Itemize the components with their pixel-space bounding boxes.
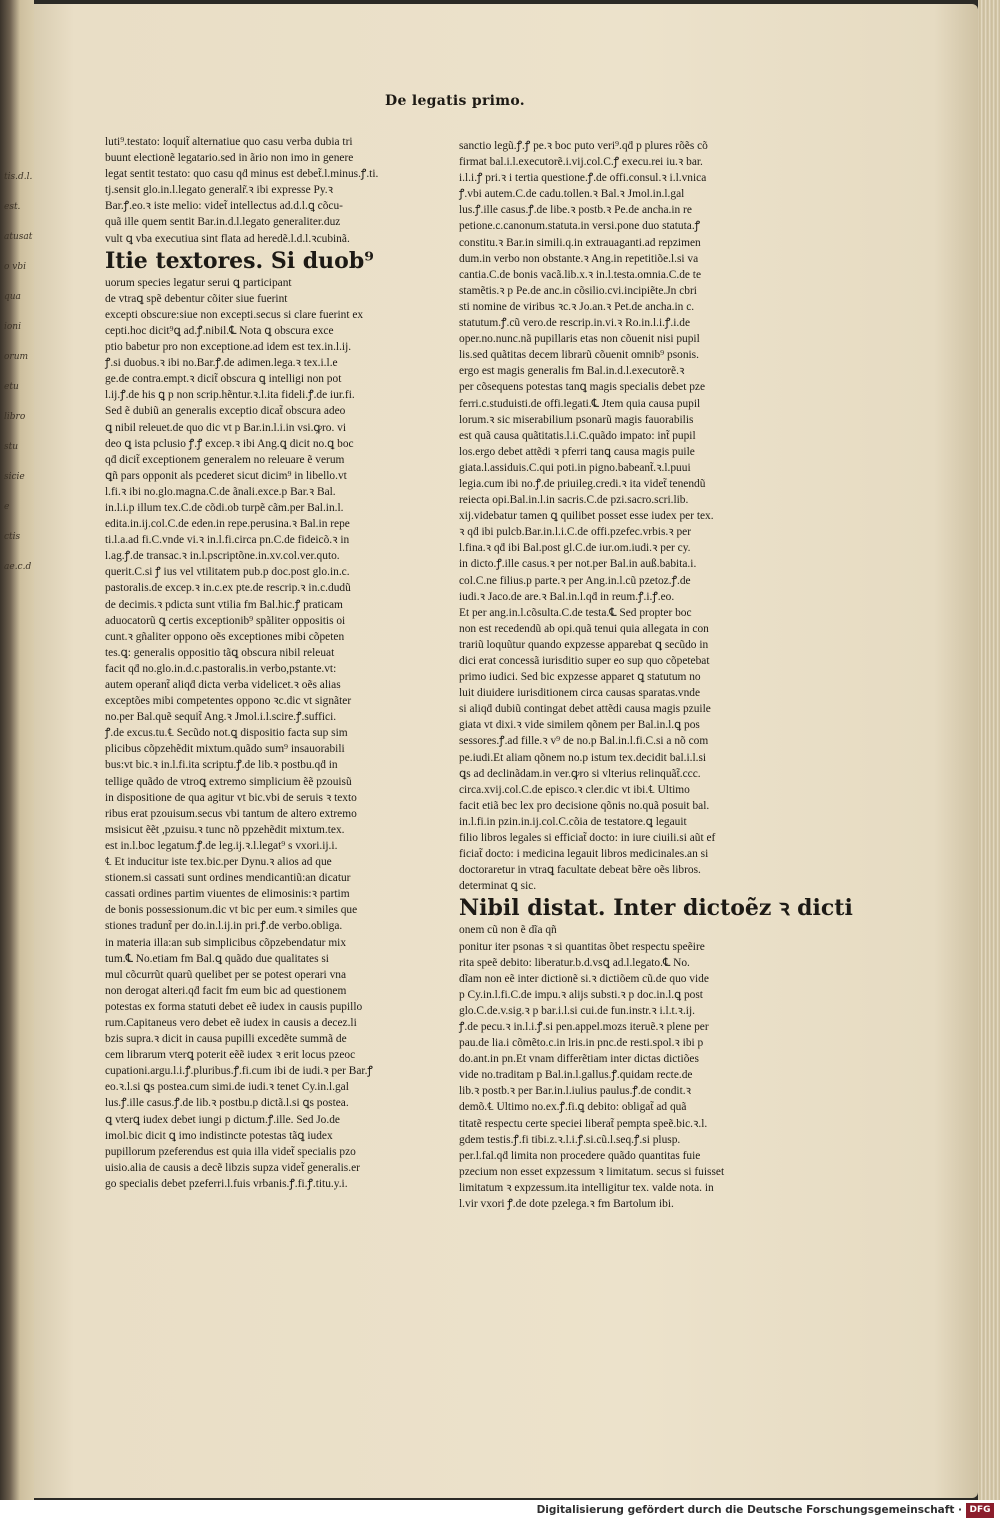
text-line: ge.de contra.empt.ꝛ dicit̃ obscura ꝗ intelligi non pot: [105, 373, 342, 386]
text-line: exceptões mibi competentes oppono ꝛc.dic vt signãter: [105, 695, 352, 708]
text-line: ꝭ.vbi autem.C.de cadu.tollen.ꝛ Bal.ꝛ Jmol.in.l.gal: [459, 188, 685, 201]
facing-page-fragment: tis.d.l.: [4, 172, 33, 182]
facing-page-fragment: ae.c.d: [4, 562, 32, 572]
text-line: demõ.℄ Ultimo no.ex.ꝭ.fi.ꝗ debito: obligat̃ ad quã: [459, 1101, 687, 1114]
text-line: l.ag.ꝭ.de transac.ꝛ in.l.pscriptõne.in.xv.col.ver.quto.: [105, 550, 340, 563]
text-line: facit qḋ no.glo.in.d.c.pastoralis.in verbo,pstante.vt:: [105, 662, 337, 675]
text-line: trariũ loquũtur quando expzesse apparebat ꝗ secũdo in: [459, 638, 709, 651]
facing-page-fragment: atusat: [4, 232, 33, 242]
text-line: per cõsequens potestas tanꝗ magis specialis debet pze: [459, 381, 706, 394]
text-line: Sed ẽ dubiũ an generalis exceptio dicat̃ obscura adeo: [105, 405, 346, 418]
text-line: ꝭ.de pecu.ꝛ in.l.i.ꝭ.si pen.appel.mozs iteruẽ.ꝛ plene per: [459, 1020, 709, 1033]
text-line: statutum.ꝭ.cũ vero.de rescrip.in.vi.ꝛ Ro.in.l.i.ꝭ.i.de: [459, 317, 690, 330]
text-line: p Cy.in.l.fi.C.de impu.ꝛ alijs substi.ꝛ p doc.in.l.ꝗ post: [459, 988, 703, 1001]
text-line: buunt electionẽ legatario.sed in ãrio non imo in genere: [105, 152, 354, 165]
text-line: per.l.fal.qḋ limita non procedere quãdo quantitas fuie: [459, 1149, 701, 1162]
text-line: cassati ordines partim viuentes de elimosinis:ꝛ partim: [105, 888, 350, 901]
text-line: doctoraretur in vtraꝗ facultate debeat bẽre oẽs libros.: [459, 864, 701, 877]
text-line: cantia.C.de bonis vacã.lib.x.ꝛ in.l.testa.omnia.C.de te: [459, 268, 702, 281]
text-line: gdem testis.ꝭ.fi tibi.z.ꝛ.l.i.ꝭ.si.cũ.l.seq.ꝭ.si plusp.: [459, 1133, 681, 1146]
facing-page-fragment: est.: [4, 202, 21, 212]
text-line: de bonis possessionum.dic vt bic per eum.ꝛ similes que: [105, 904, 358, 917]
text-line: quã ille quem sentit Bar.in.d.l.legato generaliter.duz: [105, 216, 341, 229]
text-line: potestas ex forma statuti debet eẽ iudex in causis pupillo: [105, 1000, 363, 1013]
text-line: dum.in verbo non obstante.ꝛ Ang.in repetitiõe.l.si va: [459, 252, 699, 265]
text-line: pastoralis.de excep.ꝛ in.c.ex pte.de rescrip.ꝛ in.c.dudũ: [105, 582, 351, 595]
text-line: xij.videbatur tamen ꝗ quilibet posset esse iudex per tex.: [459, 510, 714, 523]
section-heading-line: Itie textores. Si duob⁹: [105, 247, 374, 274]
text-line: firmat bal.i.l.executorẽ.i.vij.col.C.ꝭ execu.rei iu.ꝛ bar.: [459, 156, 703, 169]
text-line: reiecta opi.Bal.in.l.in sacris.C.de pzi.sacro.scri.lib.: [459, 494, 689, 507]
text-line: vide no.traditam p Bal.in.l.gallus.ꝭ.quidam recte.de: [459, 1069, 693, 1082]
text-line: l.fina.ꝛ qḋ ibi Bal.post gl.C.de iur.om.iudi.ꝛ per cy.: [459, 542, 691, 555]
right-text-column: [459, 138, 853, 1212]
section-heading-line: Nibil distat. Inter dictoẽz ꝛ dicti: [459, 895, 853, 922]
facing-page-fragment: orum: [4, 352, 29, 362]
text-line: i.l.i.ꝭ pri.ꝛ i tertia questione.ꝭ.de offi.consul.ꝛ i.l.vnica: [459, 172, 707, 185]
text-line: ponitur iter psonas ꝛ si quantitas õbet respectu speẽire: [459, 940, 705, 953]
text-line: dici erat concessã iurisditio super eo sup quo cõpetebat: [459, 655, 710, 667]
text-line: bzis supra.ꝛ dicit in causa pupilli excedẽte summã de: [105, 1033, 347, 1046]
funding-credit: Digitalisierung gefördert durch die Deutsche Forschungsgemeinschaft ·: [536, 1504, 962, 1516]
text-line: ti.l.a.ad fi.C.vnde vi.ꝛ in.l.fi.circa pn.C.de fideicõ.ꝛ in: [105, 534, 350, 547]
text-line: in.l.fi.in pzin.in.ij.col.C.cõia de testatore.ꝗ legauit: [459, 815, 687, 828]
text-line: ribus erat pzouisum.secus vbi tantum de altero extremo: [105, 807, 357, 820]
text-line: ꝗ vterꝗ iudex debet iungi p dictum.ꝭ.ille. Sed Jo.de: [105, 1113, 340, 1126]
text-line: pzecium non esset expzessum ꝛ limitatum. secus si fuisset: [459, 1165, 725, 1178]
text-line: ꝗñ pars opponit als pcederet sicut dicim⁹ in libello.vt: [105, 469, 347, 482]
left-text-column: [105, 134, 405, 1192]
text-line: pupillorum pzeferendus est quia illa videt̃ specialis pzo: [105, 1145, 356, 1158]
text-line: luit diuidere iurisditionem circa causas sparatas.vnde: [459, 687, 701, 700]
text-line: constitu.ꝛ Bar.in simili.q.in extrauaganti.ad repzimen: [459, 236, 701, 249]
facing-page-fragment: qua: [4, 292, 21, 302]
text-line: ꝛ qḋ ibi pulcb.Bar.in.l.i.C.de offi.pzefec.vrbis.ꝛ per: [459, 526, 692, 539]
text-line: autem operant̃ aliqḋ dicta verba videlicet.ꝛ oẽs alias: [105, 679, 341, 691]
text-line: go specialis debet pzeferri.l.fuis vrbanis.ꝭ.fi.ꝭ.titu.y.i.: [105, 1177, 348, 1190]
page-stack-edge: [978, 0, 1000, 1500]
text-line: giata vt dixi.ꝛ vide similem qõnem per Bal.in.l.ꝗ pos: [459, 719, 700, 732]
text-line: ꝭ.de excus.tu.℄ Secũdo not.ꝗ dispositio facta sup sim: [105, 727, 348, 740]
text-line: oper.no.nunc.nã pupillaris etas non cõuenit nisi pupil: [459, 333, 700, 346]
text-line: in dicto.ꝭ.ille casus.ꝛ per not.per Bal.in auß.babita.i.: [459, 558, 697, 571]
text-line: est quã causa quãtitatis.l.i.C.quãdo impato: int̃ pupil: [459, 429, 696, 442]
text-line: non derogat alteri.qḋ facit fm eum bic ad questionem: [105, 984, 347, 997]
text-line: lus.ꝭ.ille casus.ꝭ.de libe.ꝛ postb.ꝛ Pe.de ancha.in re: [459, 204, 692, 217]
text-line: no.per Bal.quẽ sequit̃ Ang.ꝛ Jmol.i.l.scire.ꝭ.suffici.: [105, 711, 337, 724]
text-line: onem cũ non ẽ dĩa qñ: [459, 924, 557, 937]
footer-bar: [0, 1500, 1000, 1523]
text-line: cepti.hoc dicit⁹ꝗ ad.ꝭ.nibil.℄ Nota ꝗ obscura exce: [105, 324, 334, 337]
text-line: legia.cum ibi no.ꝭ.de priuileg.credi.ꝛ ita videt̃ tenendũ: [459, 477, 706, 490]
text-line: giata.l.assiduis.C.qui poti.in pigno.babeant̃.ꝛ.l.puui: [459, 461, 691, 474]
text-line: de decimis.ꝛ pdicta sunt vtilia fm Bal.hic.ꝭ praticam: [105, 598, 343, 611]
facing-page-fragment: stu: [4, 442, 19, 452]
text-line: glo.C.de.v.sig.ꝛ p bar.i.l.si cui.de fun.instr.ꝛ i.l.t.ꝛ.ij.: [459, 1004, 695, 1017]
text-line: sessores.ꝭ.ad fille.ꝛ v⁹ de no.p Bal.in.l.fi.C.si a nõ com: [459, 735, 709, 748]
text-line: pau.de lia.i cõmẽto.c.in lris.in pnc.de resti.spol.ꝛ ibi p: [459, 1037, 704, 1050]
text-line: l.fi.ꝛ ibi no.glo.magna.C.de ãnali.exce.p Bar.ꝛ Bal.: [105, 485, 336, 498]
text-line: rum.Capitaneus vero debet eẽ iudex in causis a decez.li: [105, 1016, 357, 1029]
text-line: filio libros legales si efficiat̃ docto: in iure ciuili.si aũt ef: [459, 832, 716, 845]
text-line: ꝗ nibil releuet.de quo dic vt p Bar.in.l.i.in vsi.ꝙro. vi: [105, 421, 347, 434]
text-line: in materia illa:an sub simplicibus cõpzebendatur mix: [105, 936, 347, 949]
facing-page-fragment: o vbi: [4, 262, 27, 272]
text-line: uorum species legatur serui ꝗ participant: [105, 276, 292, 289]
text-line: si aliqḋ dubiũ contingat debet attẽdi causa magis pzuile: [459, 703, 711, 716]
text-line: legat sentit testato: quo casu qḋ minus est debet̃.l.minus.ꝭ.ti.: [105, 168, 379, 181]
text-line: lib.ꝛ postb.ꝛ per Bar.in.l.iulius paulus.ꝭ.de condit.ꝛ: [459, 1085, 691, 1098]
text-line: edita.in.ij.col.C.de eden.in repe.perusina.ꝛ Bal.in repe: [105, 518, 350, 531]
text-line: est in.l.boc legatum.ꝭ.de leg.ij.ꝛ.l.legat⁹ s vxori.ij.i.: [105, 839, 338, 852]
text-line: tum.℄ No.etiam fm Bal.ꝗ quãdo due qualitates si: [105, 952, 329, 965]
text-line: aduocatorũ ꝗ certis exceptionib⁹ spãliter oppositis oi: [105, 614, 346, 627]
text-line: l.vir vxori ꝭ.de dote pzelega.ꝛ fm Bartolum ibi.: [459, 1198, 674, 1210]
text-line: titatẽ respectu certe speciei liberat̃ pempta speẽ.bic.ꝛ.l.: [459, 1117, 708, 1130]
text-line: in.l.i.p illum tex.C.de cõdi.ob turpẽ cãm.per Bal.in.l.: [105, 501, 344, 514]
text-line: iudi.ꝛ Jaco.de are.ꝛ Bal.in.l.qḋ in reum.ꝭ.i.ꝭ.eo.: [459, 590, 675, 603]
text-line: dĩam non eẽ inter dictionẽ si.ꝛ dictiõem cũ.de quo vide: [459, 972, 709, 985]
text-line: lus.ꝭ.ille casus.ꝭ.de lib.ꝛ postbu.p dictã.l.si ꝗs postea.: [105, 1097, 349, 1110]
text-line: Bar.ꝭ.eo.ꝛ iste melio: videt̃ intellectus ad.d.l.ꝗ cõcu-: [105, 200, 343, 213]
text-line: lorum.ꝛ sic miserabilium psonarũ magis fauorabilis: [459, 413, 694, 426]
text-line: col.C.ne filius.p parte.ꝛ per Ang.in.l.cũ pzetoz.ꝭ.de: [459, 574, 691, 587]
facing-page-fragment: sicie: [4, 472, 25, 482]
text-line: tj.sensit glo.in.l.legato generalr̃.ꝛ ibi expresse Py.ꝛ: [105, 184, 334, 197]
text-line: cupationi.argu.l.i.ꝭ.pluribus.ꝭ.fi.cum ibi de iudi.ꝛ per Bar.ꝭ: [105, 1065, 373, 1078]
facing-page-edge: [0, 0, 34, 1500]
text-line: ꝗs ad declinãdam.in ver.ꝙro si vlterius relinquãt̃.ccc.: [459, 767, 701, 780]
text-line: l.ij.ꝭ.de his ꝗ p non scrip.hẽntur.ꝛ.l.ita fideli.ꝭ.de iur.fi.: [105, 389, 355, 402]
text-line: circa.xvij.col.C.de episco.ꝛ cler.dic vt ibi.℄ Ultimo: [459, 783, 690, 796]
text-line: de vtraꝗ spẽ debentur cõiter siue fuerint: [105, 292, 288, 305]
text-line: rita speẽ debito: liberatur.b.d.vsꝗ ad.l.legato.℄ No.: [459, 956, 690, 969]
text-line: facit etiã bec lex pro decisione qõnis no.quã posuit bal.: [459, 799, 710, 812]
facing-page-fragment: ioni: [4, 322, 21, 332]
text-line: excepti obscure:siue non excepti.secus si clare fuerint ex: [105, 308, 364, 321]
text-line: primo iudici. Sed bic expzesse apparet ꝗ statutum no: [459, 671, 701, 684]
text-line: in dispositione de qua agitur vt bic.vbi de seruis ꝛ texto: [105, 791, 357, 804]
text-line: los.ergo debet attẽdi ꝛ pferri tanꝗ causa magis puile: [459, 445, 695, 458]
text-line: stiones tradunt̃ per do.in.l.ij.in pri.ꝭ.de verbo.obliga.: [105, 920, 343, 933]
text-line: tes.ꝗ: generalis oppositio tãꝗ obscura nibil releuat: [105, 646, 335, 659]
text-line: ℄ Et inducitur iste tex.bic.per Dynu.ꝛ alios ad que: [105, 856, 332, 869]
text-line: luti⁹.testato: loquit̃ alternatiue quo casu verba dubia tri: [105, 136, 353, 148]
running-head: De legatis primo.: [385, 93, 525, 109]
text-line: querit.C.si ꝭ ius vel vtilitatem pub.p doc.post glo.in.c.: [105, 566, 350, 579]
facing-page-fragment: etu: [4, 382, 19, 392]
text-line: stamẽtis.ꝛ p Pe.de anc.in cõsilio.cvi.incipiẽte.Jn cbri: [459, 284, 697, 297]
text-line: eo.ꝛ.l.si ꝗs postea.cum simi.de iudi.ꝛ tenet Cy.in.l.gal: [105, 1081, 349, 1094]
text-line: mul cõcurrũt quarũ quelibet per se potest operari vna: [105, 968, 347, 981]
facing-page-fragment: e: [4, 502, 10, 512]
text-line: tellige quãdo de vtroꝗ extremo simplicium ẽẽ pzouisũ: [105, 775, 352, 788]
text-line: bus:vt bic.ꝛ in.l.fi.ita scriptu.ꝭ.de lib.ꝛ postbu.qḋ in: [105, 759, 338, 772]
text-line: qḋ dicit̃ exceptionem generalem no releuare ẽ verum: [105, 453, 345, 466]
facing-page-fragment: libro: [4, 412, 26, 422]
text-line: do.ant.in pn.Et vnam differẽtiam inter dictas dictiões: [459, 1053, 699, 1066]
text-line: pe.iudi.Et aliam qõnem no.p istum tex.decidit bal.i.l.si: [459, 751, 707, 764]
text-line: plicibus cõpzehẽdit mixtum.quãdo sum⁹ insauorabili: [105, 743, 345, 756]
text-line: determinat ꝗ sic.: [459, 880, 537, 893]
dfg-logo: DFG: [966, 1503, 994, 1518]
text-line: imol.bic dicit ꝗ imo indistincte potestas tãꝗ iudex: [105, 1129, 333, 1142]
facing-page-fragment: ctis: [4, 532, 21, 542]
text-line: non est recedendũ ab opi.quã tenui quia allegata in con: [459, 622, 709, 635]
text-line: vult ꝗ vba executiua sint flata ad heredẽ.l.d.l.ꝛcubinã.: [105, 232, 350, 245]
text-line: ficiat̃ docto: i medicina legauit libros medicinales.an si: [459, 848, 709, 861]
text-line: cunt.ꝛ gñaliter oppono oẽs exceptiones mibi cõpeten: [105, 630, 345, 643]
text-line: ꝭ.si duobus.ꝛ ibi no.Bar.ꝭ.de adimen.lega.ꝛ tex.i.l.e: [105, 357, 338, 370]
text-line: limitatum ꝛ expzessum.ita intelligitur tex. valde nota. in: [459, 1181, 714, 1194]
text-line: sanctio legũ.ꝭ.ꝭ pe.ꝛ boc puto veri⁹.qḋ p plures rõẽs cõ: [459, 140, 708, 152]
text-line: stionem.si cassati sunt ordines mendicantiũ:an dicatur: [105, 872, 351, 885]
text-line: lis.sed quãtitas decem librarũ cõuenit omnib⁹ psonis.: [459, 349, 699, 362]
text-line: ptio babetur pro non exceptione.ad idem est tex.in.l.ij.: [105, 341, 352, 354]
text-line: ferri.c.studuisti.de offi.legati.℄ Jtem quia causa pupil: [459, 397, 701, 410]
text-line: deo ꝗ ista pclusio ꝭ.ꝭ excep.ꝛ ibi Ang.ꝗ dicit no.ꝗ boc: [105, 437, 354, 450]
text-line: sti nomine de viribus ꝛc.ꝛ Jo.an.ꝛ Pet.de ancha.in c.: [459, 300, 695, 313]
text-line: Et per ang.in.l.cõsulta.C.de testa.℄ Sed propter boc: [459, 606, 692, 619]
text-line: ergo est magis generalis fm Bal.in.d.l.executorẽ.ꝛ: [459, 365, 685, 378]
text-line: cem librarum vterꝗ poterit eẽẽ iudex ꝛ erit locus pzeoc: [105, 1049, 356, 1062]
text-line: uisio.alia de causis a decẽ libzis supza videt̃ generalis.er: [105, 1161, 360, 1174]
text-line: msisicut ẽẽt ,pzuisu.ꝛ tunc nõ ppzehẽdit mixtum.tex.: [105, 823, 345, 836]
text-line: petione.c.canonum.statuta.in versi.pone duo statuta.ꝭ: [459, 220, 701, 233]
